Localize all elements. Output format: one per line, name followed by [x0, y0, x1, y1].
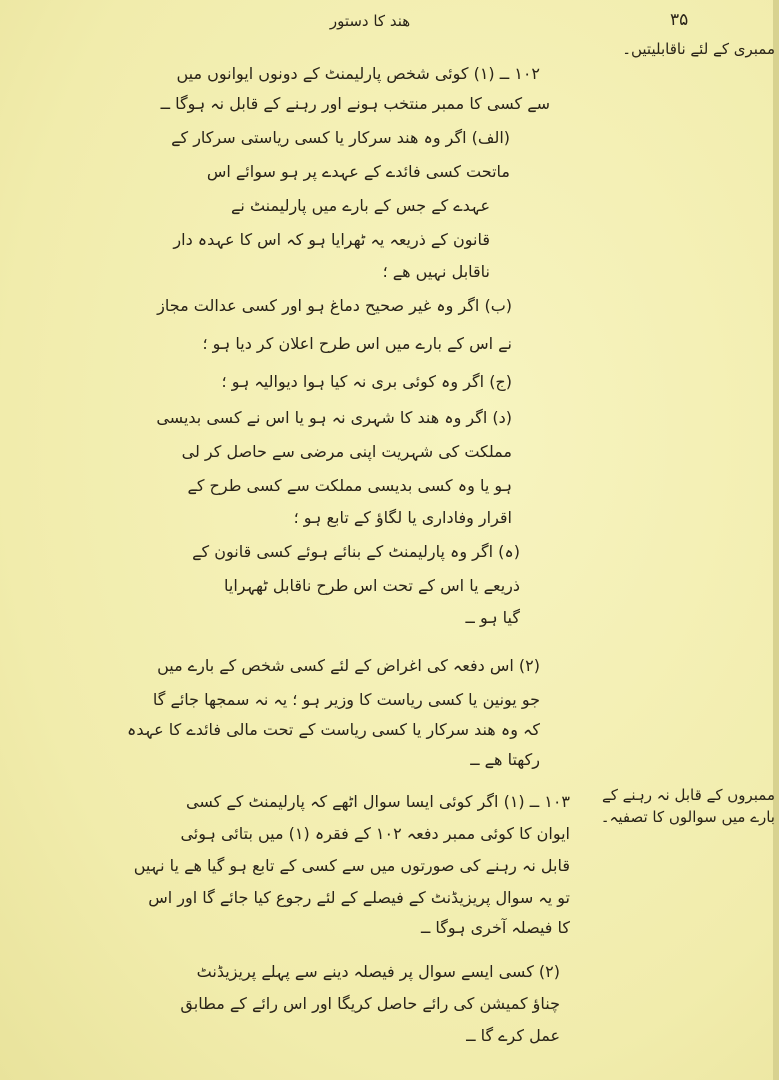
text-line: عہدے کے جس کے بارے میں پارلیمنٹ نے — [231, 196, 490, 215]
text-line: ناقابل نہیں ھے ؛ — [382, 262, 490, 281]
text-line: تو یہ سوال پریزیڈنٹ کے فیصلے کے لئے رجوع کیا جائے گا اور اس — [148, 888, 570, 907]
text-line: (۲) کسی ایسے سوال پر فیصلہ دینے سے پہلے پریزیڈنٹ — [196, 962, 560, 981]
text-line: مملکت کی شہریت اپنی مرضی سے حاصل کر لی — [181, 442, 512, 461]
page-edge — [773, 0, 779, 1080]
text-line: اقرار وفاداری یا لگاؤ کے تابع ہو ؛ — [293, 508, 512, 527]
text-line: گیا ہو ــ — [465, 608, 520, 627]
text-line: کا فیصلہ آخری ہوگا ــ — [420, 918, 570, 937]
text-line: ایوان کا کوئی ممبر دفعہ ۱۰۲ کے فقرہ (۱) میں بتائی ہوئی — [180, 824, 570, 843]
text-line: ۱۰۳ ــ (۱) اگر کوئی ایسا سوال اٹھے کہ پارلیمنٹ کے کسی — [186, 792, 570, 811]
text-line: نے اس کے بارے میں اس طرح اعلان کر دیا ہو ؛ — [202, 334, 512, 353]
margin-note-disqualification-questions: ممبروں کے قابل نہ رہنے کے بارے میں سوالوں کا تصفیہ۔ — [600, 786, 775, 826]
text-line: عمل کرے گا ــ — [466, 1026, 560, 1045]
text-line: (۲) اس دفعہ کی اغراض کے لئے کسی شخص کے بارے میں — [157, 656, 540, 675]
page-number: ۳۵ — [670, 10, 689, 30]
text-line: ماتحت کسی فائدے کے عہدے پر ہو سوائے اس — [206, 162, 510, 181]
text-line: جو یونین یا کسی ریاست کا وزیر ہو ؛ یہ نہ سمجھا جائے گا — [152, 690, 540, 709]
text-line: ذریعے یا اس کے تحت اس طرح ناقابل ٹھہرایا — [224, 576, 520, 595]
running-title: ھند کا دستور — [329, 12, 411, 30]
text-line: چناؤ کمیشن کی رائے حاصل کریگا اور اس رائے کے مطابق — [180, 994, 560, 1013]
text-line: (ہ) اگر وہ پارلیمنٹ کے بنائے ہوئے کسی قانون کے — [192, 542, 520, 561]
text-line: (الف) اگر وہ ھند سرکار یا کسی ریاستی سرکار کے — [171, 128, 510, 147]
text-line: رکھتا ھے ــ — [470, 750, 540, 769]
text-line: ہو یا وہ کسی بدیسی مملکت سے کسی طرح کے — [187, 476, 512, 495]
text-line: سے کسی کا ممبر منتخب ہونے اور رہنے کے قابل نہ ہوگا ــ — [160, 94, 550, 113]
text-line: قابل نہ رہنے کی صورتوں میں سے کسی کے تابع ہو گیا ھے یا نہیں — [133, 856, 570, 875]
text-line: (ج) اگر وہ کوئی بری نہ کیا ہوا دیوالیہ ہو ؛ — [221, 372, 512, 391]
text-line: (د) اگر وہ ھند کا شہری نہ ہو یا اس نے کسی بدیسی — [156, 408, 512, 427]
text-line: قانون کے ذریعہ یہ ٹھرایا ہو کہ اس کا عہدہ دار — [173, 230, 490, 249]
page-header — [0, 8, 779, 38]
text-line: کہ وہ ھند سرکار یا کسی ریاست کے تحت مالی فائدے کا عہدہ — [126, 720, 540, 739]
text-line: (ب) اگر وہ غیر صحیح دماغ ہو اور کسی عدالت مجاز — [157, 296, 512, 315]
text-line: ۱۰۲ ــ (۱) کوئی شخص پارلیمنٹ کے دونوں ایوانوں میں — [176, 64, 540, 83]
margin-note-membership-disqualification: ممبری کے لئے ناقابلیتیں۔ — [622, 40, 775, 58]
